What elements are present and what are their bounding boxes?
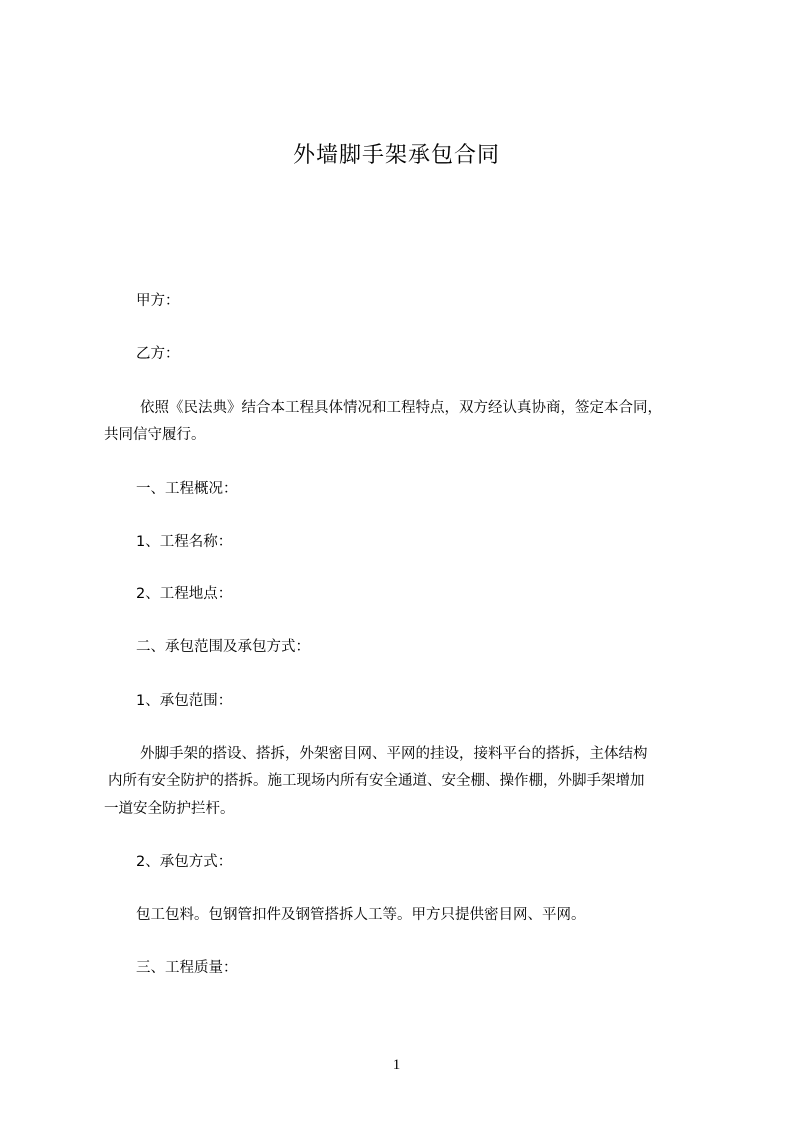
party-a-label: 甲方： [136,293,180,309]
scope-label: 1、承包范围： [136,693,233,709]
document-title: 外墙脚手架承包合同 [292,143,500,168]
party-b-label: 乙方： [136,346,180,362]
scope-paragraph-line-2: 内所有安全防护的搭拆。施工现场内所有安全通道、安全棚、操作棚，外脚手架增加 [108,773,645,789]
project-location-label: 2、工程地点： [136,586,233,602]
section-2-heading: 二、承包范围及承包方式： [136,639,310,655]
project-name-label: 1、工程名称： [136,534,233,550]
method-paragraph: 包工包料。包钢管扣件及钢管搭拆人工等。甲方只提供密目网、平网。 [136,907,586,923]
page-number: 1 [392,1057,401,1073]
section-1-heading: 一、工程概况： [136,481,238,497]
section-3-heading: 三、工程质量： [136,960,238,976]
method-label: 2、承包方式： [136,854,233,870]
scope-paragraph-line-1: 外脚手架的搭设、搭拆，外架密目网、平网的挂设，接料平台的搭拆，主体结构 [140,746,648,762]
intro-paragraph-line-1: 依照《民法典》结合本工程具体情况和工程特点，双方经认真协商，签定本合同， [140,400,662,416]
intro-paragraph-line-2: 共同信守履行。 [104,427,206,443]
scope-paragraph-line-3: 一道安全防护拦杆。 [104,801,235,817]
